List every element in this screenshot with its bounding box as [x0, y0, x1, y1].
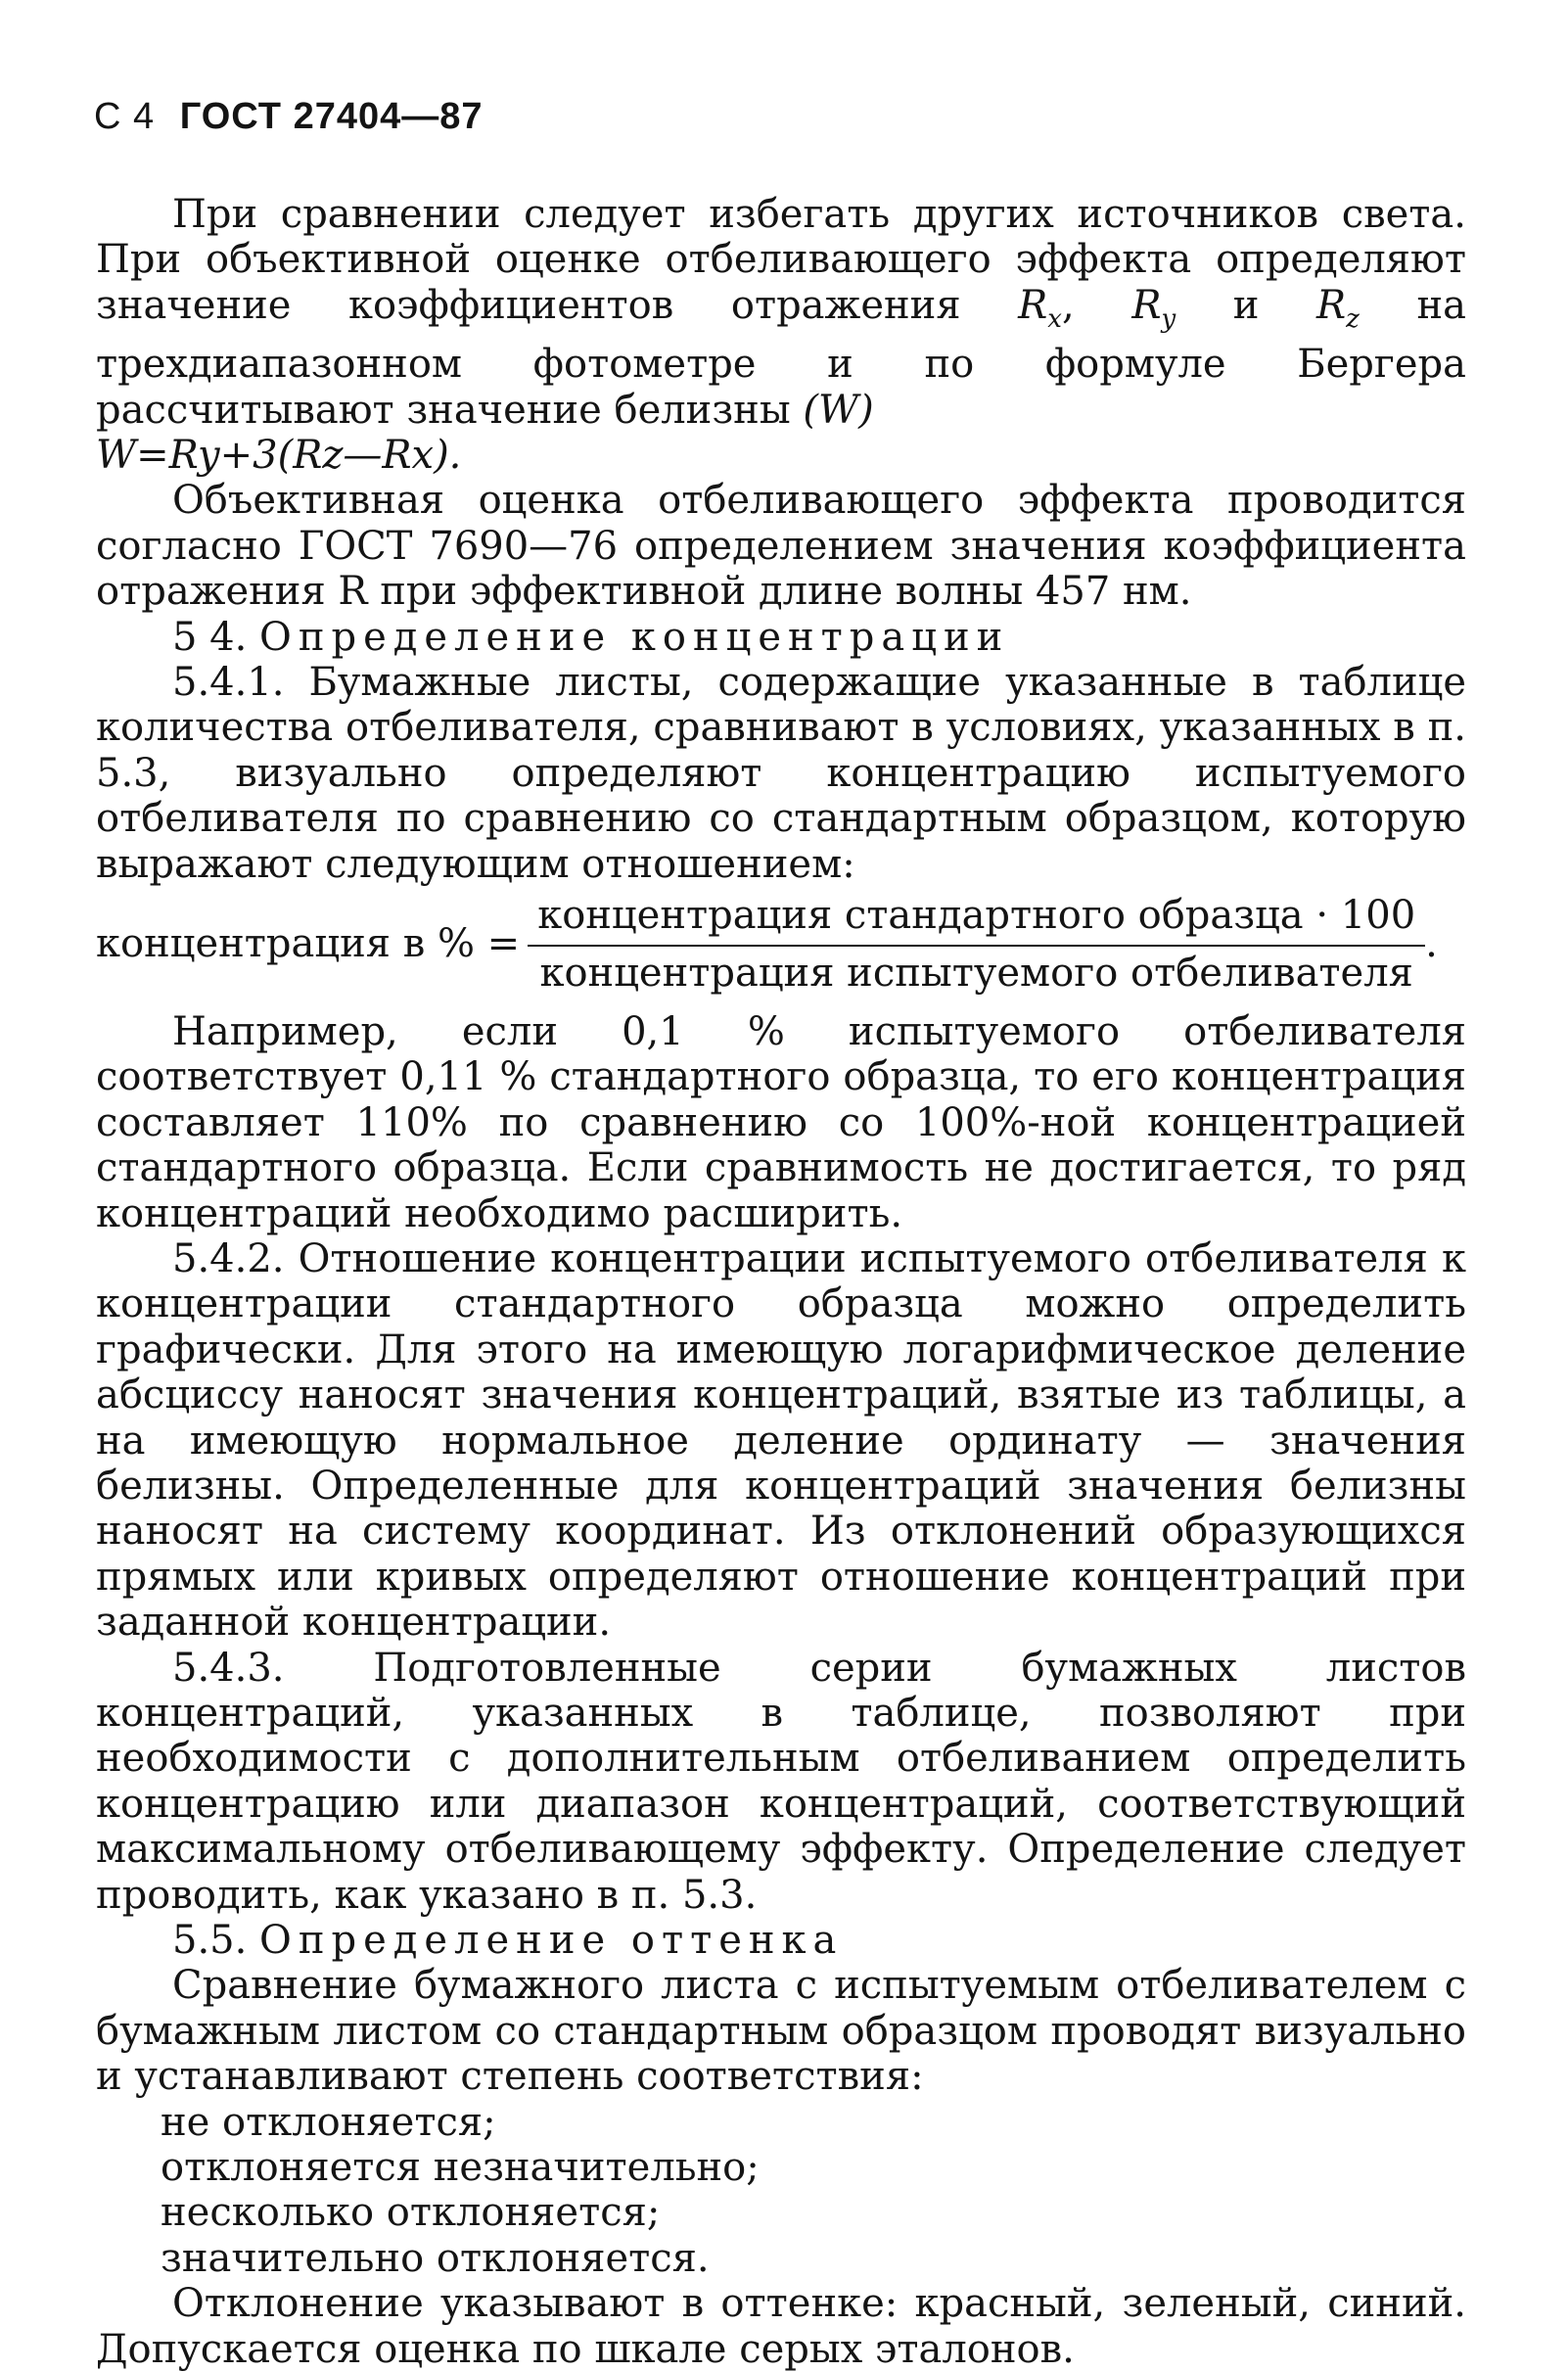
section-title-concentration: Определение концентрации — [259, 614, 1010, 660]
document-body — [96, 192, 1466, 2372]
formula-lhs: концентрация в % = — [96, 921, 521, 967]
list-item: отклоняется незначительно; — [161, 2145, 760, 2191]
page-number: С 4 — [94, 96, 156, 137]
list-item: значительно отклоняется. — [161, 2235, 710, 2281]
paragraph-5-4-1: 5.4.1. Бумажные листы, содержащие указанные в таблице количества отбеливателя, сравнивают в условиях, указанных в п. 5.3, визуально определяют концентрацию испытуемого отбеливателя по сравнению со стандартным образцом, которую выражают следующим отношением: — [96, 660, 1466, 887]
list-item: несколько отклоняется; — [161, 2190, 661, 2236]
formula-fraction — [528, 893, 1425, 996]
rx-symbol: $R_x$ — [1018, 282, 1062, 334]
paragraph-example: Например, если 0,1 % испытуемого отбеливателя соответствует 0,11 % стандартного образца, то его концентрация составляет 110% по сравнению со 100%-ной концентрацией стандартного образца. Если сравнимость не достигается, то ряд концентраций необходимо расширить. — [96, 1008, 1466, 1236]
section-heading-5-5: 5.5. Определение оттенка — [172, 1918, 844, 1964]
paragraph-5-4-2: 5.4.2. Отношение концентрации испытуемого отбеливателя к концентрации стандартного образца можно определить графически. Для этого на имеющую логарифмическое деление абсциссу наносят значения концентраций, взятые из таблицы, а на имеющую нормальное деление ординату — значения белизны. Определенные для концентраций значения белизны наносят на систему координат. Из отклонений образующихся прямых или кривых определяют отношение концентраций при заданной концентрации. — [96, 1235, 1466, 1646]
paragraph-5-4-3: 5.4.3. Подготовленные серии бумажных листов концентраций, указанных в таблице, позволяют при необходимости с дополнительным отбеливанием определить концентрацию или диапазон концентраций, соответствующий максимальному отбеливающему эффекту. Определение следует проводить, как указано в п. 5.3. — [96, 1645, 1466, 1918]
page-header — [94, 96, 484, 138]
paragraph-objective-assessment: Объективная оценка отбеливающего эффекта проводится согласно ГОСТ 7690—76 определением значения коэффициента отражения R при эффективной длине волны 457 нм. — [96, 478, 1466, 615]
section-title-shade: Определение оттенка — [259, 1918, 844, 1964]
standard-title: ГОСТ 27404—87 — [179, 96, 484, 137]
formula-numerator: концентрация стандартного образца · 100 — [528, 893, 1425, 946]
paragraph-5-5: Сравнение бумажного листа с испытуемым отбеливателем с бумажным листом со стандартным образцом проводят визуально и устанавливают степень соответствия: — [96, 1963, 1466, 2100]
whiteness-symbol: (W) — [803, 387, 874, 433]
paragraph-deviation: Отклонение указывают в оттенке: красный, зеленый, синий. Допускается оценка по шкале серых эталонов. — [96, 2281, 1466, 2372]
paragraph-light-sources: При сравнении следует избегать других источников света. При объективной оценке отбеливающего эффекта определяют значение коэффициентов отражения $R_x$, $R_y$ и $R_z$ на трехдиапазонном фотометре и по формуле Бергера рассчитывают значение белизны (W) — [96, 192, 1466, 433]
rz-symbol: $R_z$ — [1316, 282, 1360, 334]
ry-symbol: $R_y$ — [1131, 282, 1176, 334]
section-heading-5-4: 5 4. Определение концентрации — [172, 614, 1010, 660]
formula-denominator: концентрация испытуемого отбеливателя — [539, 950, 1413, 996]
list-item: не отклоняется; — [161, 2099, 496, 2145]
berger-formula: W=Ry+3(Rz—Rx). — [96, 433, 462, 479]
conformity-list — [96, 2100, 1466, 2282]
concentration-formula: концентрация в % = $\frac{\text{концентрация стандартного образца · 100}}{\text{концентрация испытуемого отбеливателя}}$ . — [96, 893, 1438, 996]
